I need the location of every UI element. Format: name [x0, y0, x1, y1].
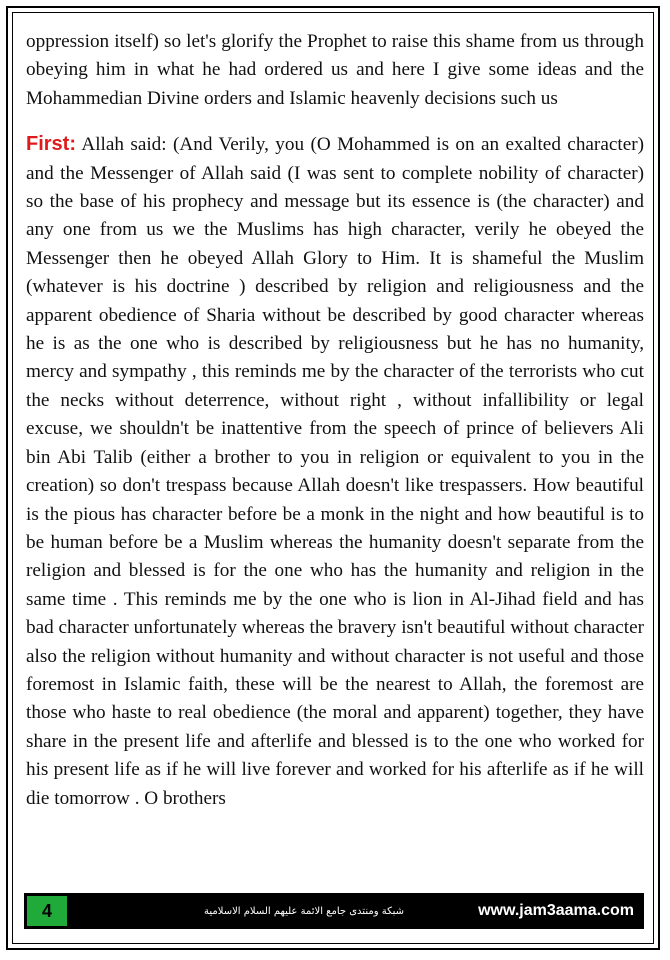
page-number: 4 — [27, 896, 67, 926]
footer-bar — [24, 893, 644, 929]
paragraph-intro: oppression itself) so let's glorify the Prophet to raise this shame from us through obeying him in what he had ordered us and here I give some ideas and the Mohammedian Divine orders and Islamic heavenly decisions such us — [26, 31, 644, 109]
paragraph-first — [26, 130, 644, 813]
website-link[interactable]: www.jam3aama.com — [478, 902, 634, 919]
forum-name: شبكة ومنتدى جامع الائمة عليهم السلام الاسلامية — [204, 905, 404, 917]
paragraph-first-text: Allah said: (And Verily, you (O Mohammed is on an exalted character) and the Messenger of Allah said (I was sent to complete nobility of character) so the base of his prophecy and message but its essence is (the character) and any one from us we the Muslims has high character, verily he obeyed the Messenger then he obeyed Allah Glory to Him. It is shameful the Muslim (whatever is his doctrine ) described by religion and religiousness and the apparent obedience of Sharia without be described by good character whereas he is as the one who is described by religiousness but he has no humanity, mercy and sympathy , this reminds me by the character of the terrorists who cut the necks without deterrence, without right , without infallibility or legal excuse, we shouldn't be inattentive from the speech of prince of believers Ali bin Abi Talib (either a brother to you in religion or equivalent to you in the creation) so don't trespass because Allah doesn't like trespassers. How beautiful is the pious has character before be a monk in the night and how beautiful is to be human before be a Muslim whereas the humanity doesn't separate from the religion and blessed is for the one who has the humanity and religion in the same time . This reminds me by the one who is lion in Al-Jihad field and has bad character unfortunately whereas the bravery isn't beautiful without character also the religion without humanity and without character is not useful and those foremost in Islamic faith, these will be the nearest to Allah, the foremost are those who haste to real obedience (the moral and apparent) together, they have share in the present life and afterlife and blessed is to the one who worked for his present life as if he will live forever and worked for his afterlife as if he will die tomorrow . O brothers — [26, 134, 644, 809]
document-body — [26, 28, 644, 813]
first-heading: First: — [26, 133, 76, 156]
